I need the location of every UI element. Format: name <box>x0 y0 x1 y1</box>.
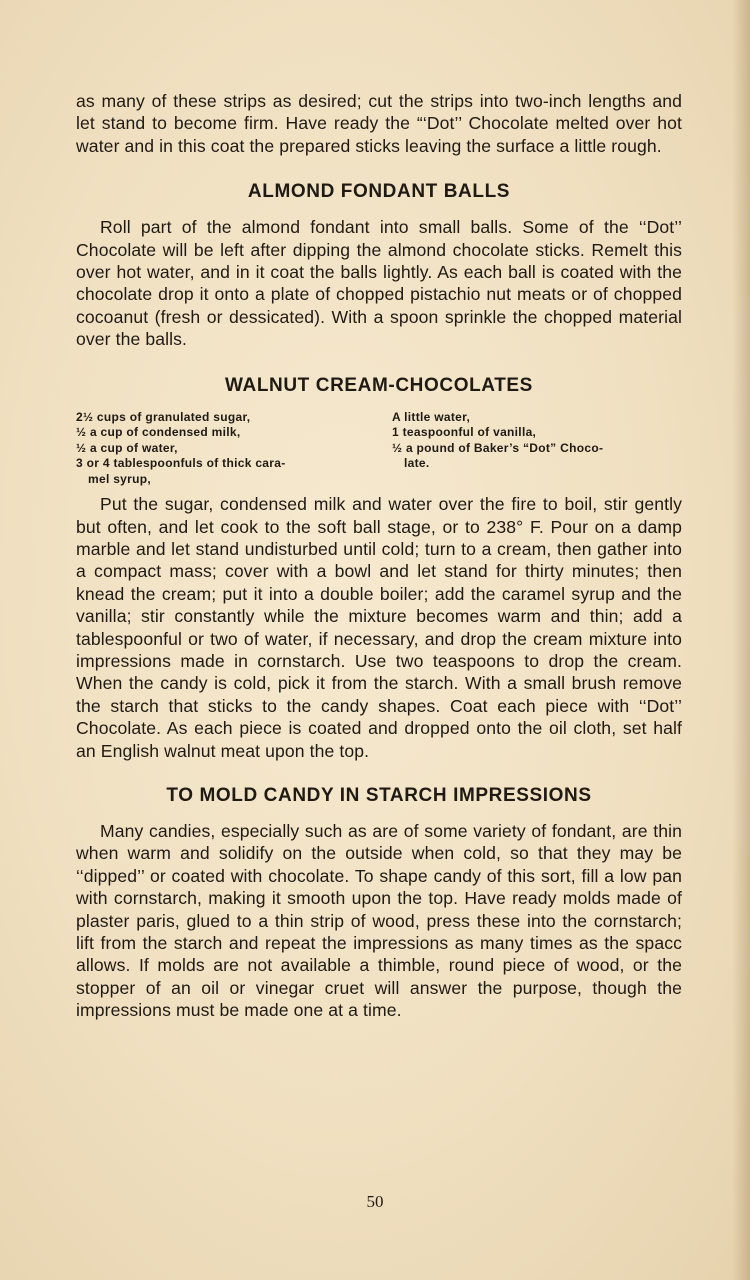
page-edge-shadow <box>732 0 750 1280</box>
ingredient-item: ½ a pound of Baker’s “Dot” Choco- <box>392 440 604 455</box>
ingredient-item-continuation: late. <box>404 456 430 471</box>
mold-candy-paragraph: Many candies, especially such as are of some variety of fondant, are thin when warm and solidify on the outside when cold, so that they may be ‘‘dipped’’ or coated with chocolate. To shape candy of this sort, fill a low pan with cornstarch, making it smooth upon the top. Have ready molds made of plaster paris, glued to a thin strip of wood, press these into the cornstarch; lift from the starch and repeat the impressions as many times as the spacc allows. If molds are not available a thimble, round piece of wood, or the stopper of an oil or vinegar cruet will answer the purpose, though the impressions must be made one at a time. <box>76 821 682 1021</box>
ingredient-item: A little water, <box>392 409 471 424</box>
ingredients-left-column <box>76 410 348 488</box>
ingredient-item-continuation: mel syrup, <box>88 471 152 486</box>
ingredients-list <box>76 410 682 488</box>
ingredient-item: ½ a cup of water, <box>76 440 178 455</box>
almond-fondant-paragraph: Roll part of the almond fondant into small balls. Some of the ‘‘Dot’’ Chocolate will be left after dipping the almond chocolate sticks. Remelt this over hot water, and in it coat the balls lightly. As each ball is coated with the chocolate drop it onto a plate of chopped pistachio nut meats or of chopped cocoanut (fresh or dessicated). With a spoon sprinkle the chopped material over the balls. <box>76 217 682 350</box>
ingredients-right-column <box>392 410 682 488</box>
heading-almond-fondant-balls: ALMOND FONDANT BALLS <box>247 181 511 203</box>
page-number: 50 <box>366 1192 384 1211</box>
ingredient-item: 1 teaspoonful of vanilla, <box>392 425 537 440</box>
walnut-cream-paragraph: Put the sugar, condensed milk and water over the fire to boil, stir gently but often, and let cook to the soft ball stage, or to 238° F. Pour on a damp marble and let stand undisturbed until cold; turn to a cream, then gather into a compact mass; cover with a bowl and let stand for thirty minutes; then knead the cream; put it into a double boiler; add the caramel syrup and the vanilla; stir constantly while the mixture becomes warm and thin; add a tablespoonful or two of water, if necessary, and drop the cream mixture into impressions made in cornstarch. Use two teaspoons to drop the cream. When the candy is cold, pick it from the starch. With a small brush remove the starch that sticks to the candy shapes. Coat each piece with ‘‘Dot’’ Chocolate. As each piece is coated and dropped onto the oil cloth, set half an English walnut meat upon the top. <box>76 494 682 761</box>
book-page <box>76 90 682 1022</box>
heading-mold-candy-starch: TO MOLD CANDY IN STARCH IMPRESSIONS <box>166 785 592 807</box>
heading-walnut-cream-chocolates: WALNUT CREAM-CHOCOLATES <box>225 374 533 396</box>
opening-paragraph: as many of these strips as desired; cut the strips into two-inch lengths and let stand to become firm. Have ready the “‘Dot’’ Chocolate melted over hot water and in this coat the prepared sticks leaving the surface a little rough. <box>76 91 682 156</box>
ingredient-item: ½ a cup of condensed milk, <box>76 425 241 440</box>
ingredient-item: 3 or 4 tablespoonfuls of thick cara- <box>76 456 286 471</box>
ingredient-item: 2½ cups of granulated sugar, <box>76 409 251 424</box>
